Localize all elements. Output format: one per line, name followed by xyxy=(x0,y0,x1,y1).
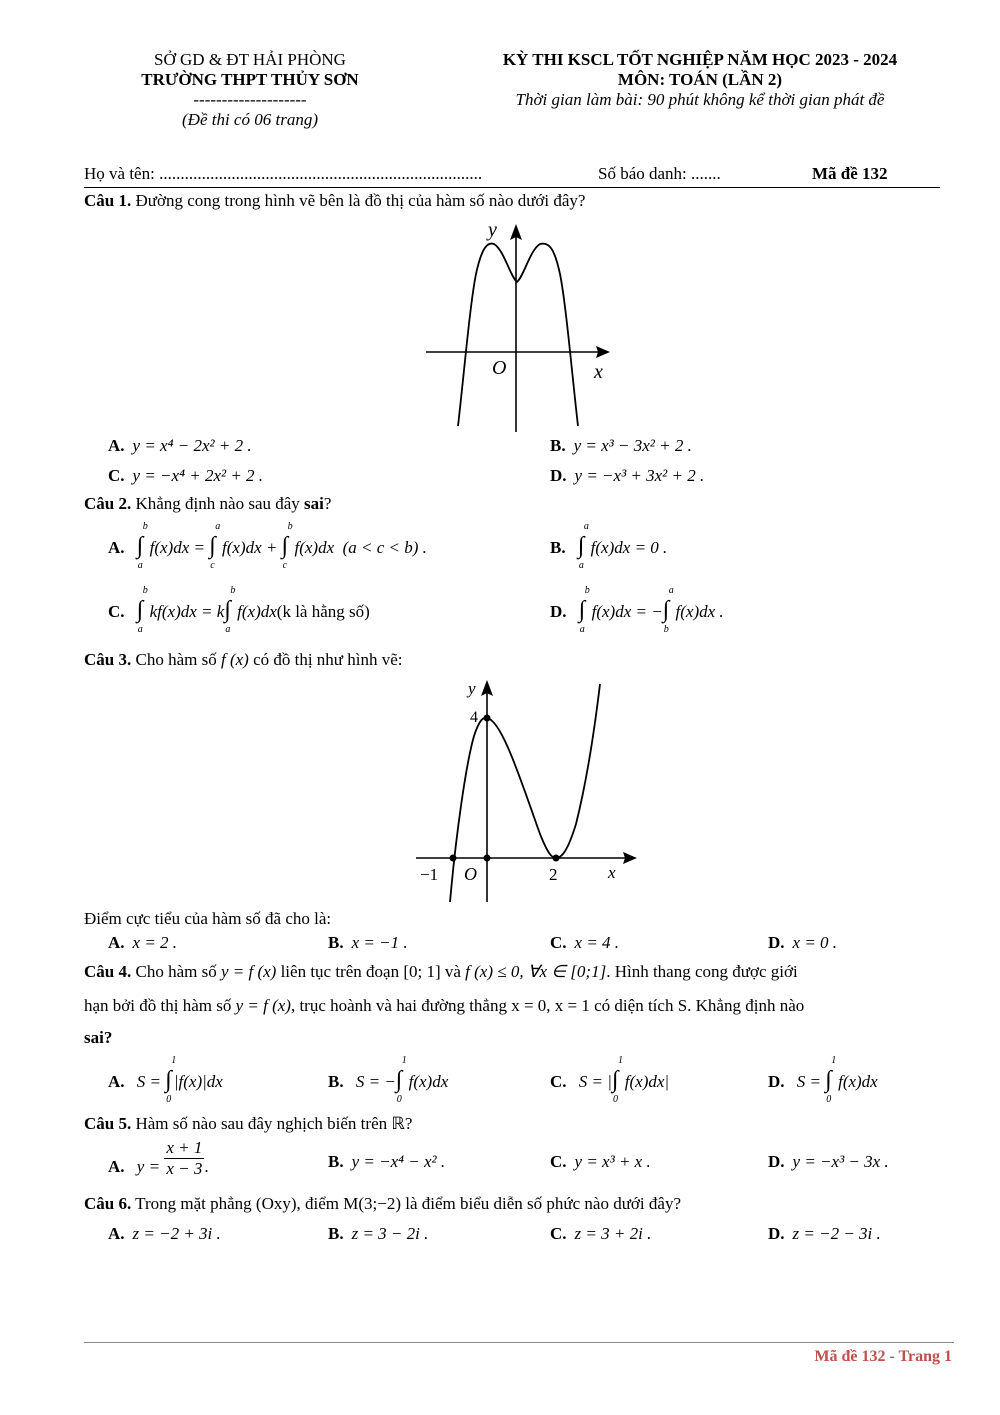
q4-option-c[interactable]: C. S = |∫ 1 0 f(x)dx| xyxy=(550,1055,670,1105)
q3-x-tick-2: 2 xyxy=(549,865,558,884)
q3-x-tick-minus1: −1 xyxy=(420,865,439,884)
q3-y-label: y xyxy=(468,679,476,698)
q4-option-d[interactable]: D. S = ∫ 1 0 f(x)dx xyxy=(768,1055,878,1105)
header-left xyxy=(100,50,400,130)
subject: MÔN: TOÁN (LẦN 2) xyxy=(617,70,783,89)
student-id-line: Số báo danh: ....... xyxy=(598,164,721,183)
question-6: Câu 6. Trong mặt phẳng (Oxy), điểm M(3;−2) là điểm biểu diễn số phức nào dưới đây? xyxy=(84,1194,681,1213)
time-note: Thời gian làm bài: 90 phút không kể thời gian phát đề xyxy=(515,90,885,109)
q3-x-arrow xyxy=(623,852,637,864)
q3-option-d[interactable]: D. x = 0 . xyxy=(768,933,838,952)
q2-option-a[interactable]: A. ∫ b a f(x)dx = ∫ a c f(x)dx + ∫ b c f(x)dx (a < c < b) . xyxy=(108,521,427,571)
q3-graph xyxy=(412,674,642,906)
q3-y-tick-4: 4 xyxy=(470,709,478,726)
header-right xyxy=(440,50,960,110)
q6-option-d[interactable]: D. z = −2 − 3i . xyxy=(768,1224,881,1243)
q1-option-a[interactable]: A. y = x⁴ − 2x² + 2 . xyxy=(108,436,252,455)
footer-rule xyxy=(84,1342,954,1343)
q6-option-c[interactable]: C. z = 3 + 2i . xyxy=(550,1224,652,1243)
student-line-rule xyxy=(84,187,940,188)
q5-option-c[interactable]: C. y = x³ + x . xyxy=(550,1152,651,1171)
school-name: TRƯỜNG THPT THỦY SƠN xyxy=(141,70,359,89)
q1-x-arrow xyxy=(596,346,610,358)
q5-option-b[interactable]: B. y = −x⁴ − x² . xyxy=(328,1152,446,1171)
q2-option-b[interactable]: B. ∫ a a f(x)dx = 0 . xyxy=(550,521,668,571)
dept-name: SỞ GD & ĐT HẢI PHÒNG xyxy=(154,50,346,69)
q1-y-label: y xyxy=(488,219,497,241)
q3-prompt: Điểm cực tiểu của hàm số đã cho là: xyxy=(84,909,332,928)
q3-point-2 xyxy=(553,855,560,862)
q3-option-c[interactable]: C. x = 4 . xyxy=(550,933,620,952)
q1-curve xyxy=(458,244,578,426)
q4-option-a[interactable]: A. S = ∫ 1 0 |f(x)|dx xyxy=(108,1055,223,1105)
question-1: Câu 1. Đường cong trong hình vẽ bên là đồ thị của hàm số nào dưới đây? xyxy=(84,191,586,210)
q1-option-d[interactable]: D. y = −x³ + 3x² + 2 . xyxy=(550,466,705,485)
q6-option-a[interactable]: A. z = −2 + 3i . xyxy=(108,1224,221,1243)
question-3: Câu 3. Cho hàm số f (x) có đồ thị như hình vẽ: xyxy=(84,650,403,669)
question-2: Câu 2. Khẳng định nào sau đây sai? xyxy=(84,494,332,513)
q3-x-label: x xyxy=(608,863,616,882)
pages-note: (Đề thi có 06 trang) xyxy=(182,110,318,129)
exam-code: Mã đề 132 xyxy=(812,164,888,183)
q4-option-b[interactable]: B. S = −∫ 1 0 f(x)dx xyxy=(328,1055,449,1105)
q1-origin-label: O xyxy=(492,357,507,379)
q3-point-origin xyxy=(484,855,491,862)
q5-option-a[interactable]: A. y = $\frac{x + 1}{x - 3}$ . xyxy=(108,1138,209,1178)
question-4-line3: sai? xyxy=(84,1028,113,1047)
question-5: Câu 5. Hàm số nào sau đây nghịch biến trên ℝ? xyxy=(84,1114,413,1133)
question-4-line1: Câu 4. Cho hàm số y = f (x) liên tục trên đoạn [0; 1] và f (x) ≤ 0, ∀x ∈ [0;1]. Hình thang cong được giới xyxy=(84,962,798,981)
q2-option-d[interactable]: D. ∫ b a f(x)dx = −∫ a b f(x)dx . xyxy=(550,585,724,635)
footer-page-label: Mã đề 132 - Trang 1 xyxy=(814,1348,952,1365)
q3-option-b[interactable]: B. x = −1 . xyxy=(328,933,408,952)
q6-option-b[interactable]: B. z = 3 − 2i . xyxy=(328,1224,429,1243)
q3-point-max xyxy=(484,715,491,722)
exam-title: KỲ THI KSCL TỐT NGHIỆP NĂM HỌC 2023 - 2024 xyxy=(502,50,898,69)
q2-option-c[interactable]: C. ∫ b a kf(x)dx = k∫ b a f(x)dx(k là hằng số) xyxy=(108,585,370,635)
student-name-line: Họ và tên: ............................................................................ xyxy=(84,164,483,183)
header-dashes: -------------------- xyxy=(193,90,307,109)
question-4-line2: hạn bởi đồ thị hàm số y = f (x), trục hoành và hai đường thẳng x = 0, x = 1 có diện tích S. Khẳng định nào xyxy=(84,996,805,1015)
q1-graph xyxy=(420,214,620,436)
q3-point-minus1 xyxy=(450,855,457,862)
q3-origin-label: O xyxy=(464,864,477,884)
q1-option-b[interactable]: B. y = x³ − 3x² + 2 . xyxy=(550,436,692,455)
q1-x-label: x xyxy=(594,361,603,383)
q1-option-c[interactable]: C. y = −x⁴ + 2x² + 2 . xyxy=(108,466,264,485)
q3-option-a[interactable]: A. x = 2 . xyxy=(108,933,178,952)
q5-option-d[interactable]: D. y = −x³ − 3x . xyxy=(768,1152,889,1171)
